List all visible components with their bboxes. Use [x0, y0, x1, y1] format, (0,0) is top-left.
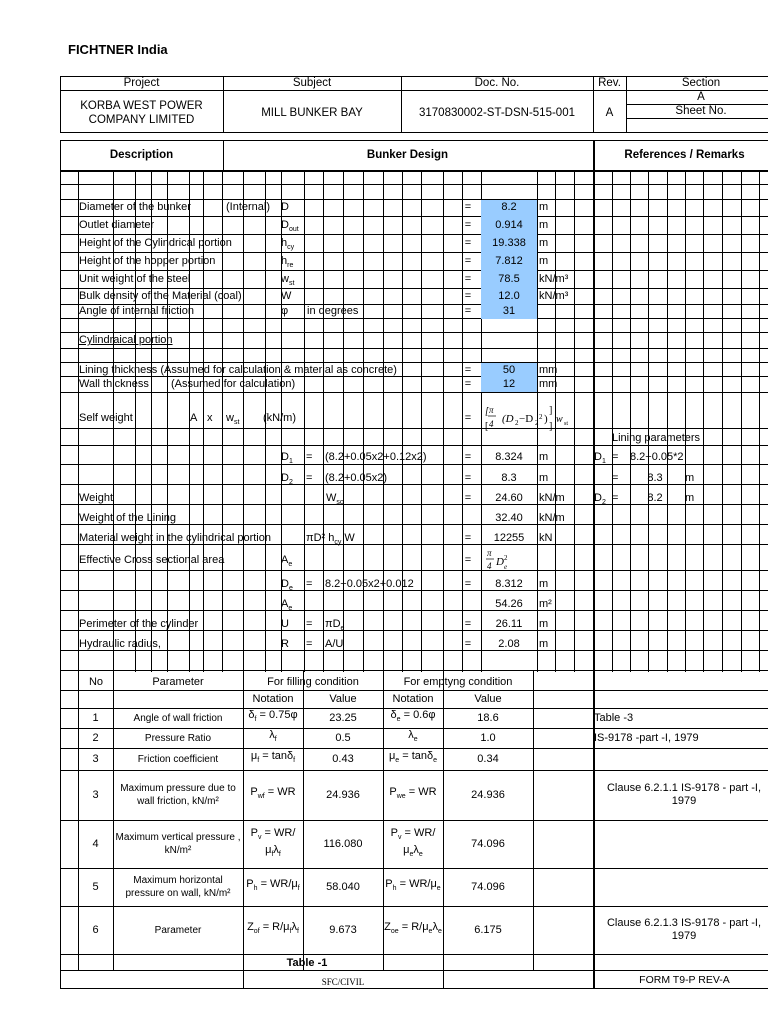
- input-label: Unit weight of the steel: [79, 273, 191, 285]
- grid-line: [630, 170, 631, 672]
- table-h-empty: For emptyng condition: [403, 676, 513, 688]
- grid-line: [648, 170, 649, 672]
- grid-line: [60, 140, 61, 988]
- remark-d1-sym: $D_1$: [594, 451, 606, 466]
- d2-sym: $D_2$: [281, 472, 293, 487]
- material-weight-unit: kN: [539, 532, 553, 544]
- eff-area-label: Effective Cross sectional area: [79, 554, 225, 566]
- svg-text:π: π: [487, 548, 492, 558]
- section-value: A: [697, 91, 705, 103]
- svg-text:): ): [544, 413, 548, 425]
- wall-value: 12: [502, 378, 516, 390]
- description-heading: Description: [109, 149, 174, 161]
- cylindrical-title: Cylindraical portion: [79, 334, 173, 346]
- weight-sym: $W_{sc}$: [326, 492, 344, 507]
- table-row-param: Angle of wall friction: [133, 712, 223, 724]
- table-row-param: Maximum pressure due to wall friction, kN/m²: [120, 783, 236, 807]
- grid-line: [383, 170, 384, 672]
- table-row-empty-notation: $P_h = WR/\mu_e$: [385, 878, 441, 893]
- table-row-empty-notation: $\mu_e = \tan\delta_e$: [388, 750, 438, 765]
- input-label: Height of the Cylindrical portion: [79, 237, 232, 249]
- d2-unit: m: [539, 472, 549, 484]
- table-row-no: 3: [92, 788, 99, 801]
- d1-expr: (8.2+0.05x2+0.12x2): [325, 451, 427, 463]
- references-heading: References / Remarks: [624, 149, 745, 161]
- input-eq: =: [464, 290, 472, 302]
- input-label: Angle of internal friction: [79, 305, 194, 317]
- eff-area-sym: $A_e$: [281, 554, 293, 569]
- input-eq: =: [464, 237, 472, 249]
- lining-params-title: Lining parameters: [612, 432, 701, 444]
- table-row-empty-notation: $\delta_e = 0.6\varphi$: [390, 709, 436, 724]
- remark-d2-eq: =: [612, 492, 619, 504]
- table-row-reference: Table -3: [594, 711, 634, 724]
- input-symbol: $w_{st}$: [281, 273, 295, 288]
- svg-text:π: π: [489, 405, 494, 415]
- weight-value: 24.60: [495, 492, 523, 504]
- table-row-empty-notation: $P_v = WR/\mu_e\lambda_e$: [390, 826, 436, 859]
- d1-value: 8.324: [495, 451, 523, 463]
- lining-label: Lining thickness (Assumed for calculation & material as concrete): [79, 364, 397, 376]
- grid-line: [60, 970, 768, 971]
- table-row-fill-value: 0.43: [332, 752, 354, 765]
- de-value: 8.312: [495, 578, 523, 590]
- table-h-no: No: [88, 676, 104, 688]
- company-name: FICHTNER India: [68, 42, 168, 57]
- table-row-empty-value: 18.6: [477, 711, 499, 724]
- remark-mid-value: 8.3: [647, 472, 663, 484]
- wall-eq: =: [464, 378, 472, 390]
- table-h-value-f: Value: [329, 693, 357, 705]
- input-eq: =: [464, 201, 472, 213]
- lining-unit: mm: [539, 364, 558, 376]
- input-symbol: D: [281, 201, 289, 213]
- table-row-param: Friction coefficient: [137, 753, 219, 765]
- grid-line: [60, 140, 768, 141]
- input-eq: =: [464, 219, 472, 231]
- selfweight-eq: =: [464, 412, 472, 424]
- table-row-fill-value: 23.25: [329, 711, 357, 724]
- svg-text:[: [: [485, 406, 489, 417]
- svg-text:w: w: [556, 414, 563, 425]
- input-symbol: φ: [281, 305, 289, 317]
- svg-text:]: ]: [549, 405, 553, 416]
- perimeter-eq1: =: [306, 618, 313, 630]
- table-row-fill-notation: $\delta_f = 0.75\varphi$: [248, 709, 298, 724]
- wall-label: Wall thickness: [79, 378, 149, 390]
- design-heading: Bunker Design: [366, 149, 449, 161]
- de-unit: m: [539, 578, 549, 590]
- grid-line: [685, 170, 686, 672]
- remark-mid-unit: m: [685, 472, 695, 484]
- de-eq: =: [464, 578, 472, 590]
- svg-text:e: e: [504, 563, 508, 571]
- input-symbol: $h_{re}$: [281, 255, 294, 270]
- table-row-empty-notation: $\lambda_e$: [408, 729, 418, 744]
- table-row-no: 4: [92, 837, 99, 850]
- material-weight-label: Material weight in the cylindrical portion: [79, 532, 271, 544]
- grid-line: [304, 170, 305, 672]
- svg-text:(D: (D: [502, 413, 514, 425]
- selfweight-label: Self weight: [79, 412, 133, 424]
- table-row-fill-value: 0.5: [335, 731, 351, 744]
- selfweight-formula: [481, 399, 591, 439]
- table-row-no: 3: [92, 752, 99, 765]
- input-eq: =: [464, 255, 472, 267]
- input-label: Bulk density of the Material (coal): [79, 290, 242, 302]
- grid-line: [60, 954, 768, 955]
- table-row-empty-value: 74.096: [471, 880, 505, 893]
- input-value: 8.2: [501, 201, 517, 213]
- rev-value: A: [605, 107, 614, 119]
- ae-unit: m²: [539, 598, 552, 610]
- svg-text:−D: −D: [519, 413, 534, 425]
- d2-expr: (8.2+0.05x2): [325, 472, 388, 484]
- svg-text:2: 2: [515, 419, 519, 427]
- rev-label: Rev.: [598, 77, 621, 89]
- eff-area-eq: =: [464, 554, 472, 566]
- input-label: Height of the hopper portion: [79, 255, 216, 267]
- weight-label: Weight: [79, 492, 114, 504]
- selfweight-a: A: [190, 412, 198, 424]
- de-eq1: =: [306, 578, 313, 590]
- material-weight-eq: =: [464, 532, 472, 544]
- table-row-reference: Clause 6.2.1.1 IS-9178 - part -I, 1979: [606, 782, 762, 807]
- weight-unit: kN/m: [539, 492, 565, 504]
- input-label: Outlet diameter: [79, 219, 155, 231]
- table-row-empty-notation: $P_{we}$ = WR: [389, 786, 437, 801]
- table-row-param: Maximum horizontal pressure on wall, kN/m²: [125, 875, 231, 899]
- footer-center: SFC/CIVIL: [321, 977, 365, 987]
- input-unit: m: [539, 255, 549, 267]
- input-note: in degrees: [307, 305, 359, 317]
- wall-unit: mm: [539, 378, 558, 390]
- table-row-param: Pressure Ratio: [144, 732, 212, 744]
- de-sym: $D_e$: [281, 578, 293, 593]
- lining-value: 50: [502, 364, 516, 376]
- lining-eq: =: [464, 364, 472, 376]
- table-row-empty-value: 0.34: [477, 752, 499, 765]
- grid-line: [612, 170, 613, 672]
- input-eq: =: [464, 273, 472, 285]
- hydraulic-unit: m: [539, 638, 549, 650]
- grid-line: [243, 170, 244, 672]
- hydraulic-value: 2.08: [498, 638, 520, 650]
- input-value: 7.812: [495, 255, 523, 267]
- ae-value: 54.26: [495, 598, 523, 610]
- weight-eq: =: [464, 492, 472, 504]
- eff-area-formula: [483, 546, 523, 576]
- table-row-param: Parameter: [154, 924, 202, 936]
- grid-line: [60, 670, 768, 671]
- svg-text:]: ]: [549, 421, 553, 432]
- svg-text:[: [: [485, 421, 489, 432]
- table-row-fill-value: 58.040: [326, 880, 360, 893]
- hydraulic-label: Hydraulic radius,: [79, 638, 161, 650]
- hydraulic-eq1: =: [306, 638, 313, 650]
- table-row-fill-notation: $P_{wf}$ = WR: [250, 786, 296, 801]
- table-row-no: 6: [92, 923, 99, 936]
- svg-text:st: st: [564, 421, 569, 427]
- remark-d1-eq: =: [612, 451, 619, 463]
- hydraulic-sym: R: [281, 638, 289, 650]
- wall-note: (Assumed for calculation): [171, 378, 296, 390]
- weight-lining-label: Weight of the Lining: [79, 512, 177, 524]
- input-unit: m: [539, 219, 549, 231]
- de-expr: 8.2+0.05x2+0.012: [325, 578, 414, 590]
- remark-d2-value: 8.2: [647, 492, 663, 504]
- grid-line: [343, 170, 344, 672]
- table-row-fill-notation: $P_h = WR/\mu_f$: [246, 878, 300, 893]
- d2-eq: =: [464, 472, 472, 484]
- project-name-line2: COMPANY LIMITED: [88, 114, 195, 126]
- grid-line: [443, 970, 444, 988]
- grid-line: [363, 170, 364, 672]
- grid-line: [722, 170, 723, 672]
- ae-sym: $A_e$: [281, 598, 293, 613]
- remark-d1-value: 8.2+0.05*2: [630, 451, 684, 463]
- table-row-fill-value: 116.080: [323, 837, 363, 850]
- remark-d2-unit: m: [685, 492, 695, 504]
- remark-d2-sym: $D_2$: [594, 492, 606, 507]
- input-value: 78.5: [498, 273, 520, 285]
- weight-lining-unit: kN/m: [539, 512, 565, 524]
- input-unit: m: [539, 201, 549, 213]
- table-row-fill-value: 9.673: [329, 923, 357, 936]
- table-row-fill-value: 24.936: [326, 788, 360, 801]
- input-extra: (Internal): [226, 201, 271, 213]
- grid-line: [323, 170, 324, 672]
- d2-value: 8.3: [501, 472, 517, 484]
- d2-eq1: =: [306, 472, 313, 484]
- input-label: Diameter of the bunker: [79, 201, 191, 213]
- table-row-fill-notation: $\lambda_f$: [269, 729, 277, 744]
- grid-line: [759, 170, 760, 672]
- table-row-no: 1: [92, 711, 99, 724]
- svg-text:2: 2: [535, 419, 539, 427]
- table-h-notation-f: Notation: [252, 693, 294, 705]
- input-unit: kN/m³: [539, 273, 569, 285]
- svg-text:4: 4: [489, 419, 494, 429]
- table-row-empty-value: 74.096: [471, 837, 505, 850]
- table-row-empty-value: 6.175: [474, 923, 502, 936]
- subject-value: MILL BUNKER BAY: [261, 107, 363, 119]
- table-caption: Table -1: [286, 957, 328, 969]
- input-symbol: $D_{out}$: [281, 219, 299, 234]
- table-row-reference: Clause 6.2.1.3 IS-9178 - part -I, 1979: [606, 917, 762, 942]
- project-label: Project: [123, 77, 160, 89]
- section-label: Section: [681, 77, 721, 89]
- d1-sym: $D_1$: [281, 451, 293, 466]
- perimeter-expr: $\pi D_e$: [325, 618, 345, 633]
- table-h-param: Parameter: [152, 676, 204, 688]
- material-weight-value: 12255: [493, 532, 525, 544]
- table-row-param: Maximum vertical pressure , kN/m²: [115, 832, 241, 856]
- project-name-line1: KORBA WEST POWER: [80, 100, 203, 112]
- table-row-reference: IS-9178 -part -I, 1979: [594, 731, 699, 744]
- weight-lining-value: 32.40: [495, 512, 523, 524]
- input-value: 12.0: [498, 290, 520, 302]
- grid-line: [113, 670, 114, 970]
- material-weight-expr: πD² $h_{cy}$ W: [306, 532, 355, 547]
- input-eq: =: [464, 305, 472, 317]
- subject-label: Subject: [292, 77, 332, 89]
- perimeter-label: Perimeter of the cylinder: [79, 618, 199, 630]
- grid-line: [421, 170, 422, 672]
- d1-unit: m: [539, 451, 549, 463]
- selfweight-w: $w_{st}$: [226, 412, 240, 427]
- table-row-no: 2: [92, 731, 99, 744]
- docno-label: Doc. No.: [474, 77, 520, 89]
- d1-eq: =: [464, 451, 472, 463]
- input-value: 19.338: [492, 237, 526, 249]
- table-row-empty-value: 24.936: [471, 788, 505, 801]
- table-row-no: 5: [92, 880, 99, 893]
- perimeter-value: 26.11: [495, 618, 523, 630]
- sheet-label: Sheet No.: [675, 105, 727, 117]
- svg-text:D: D: [496, 556, 504, 568]
- selfweight-unit: (kN/m): [263, 412, 296, 424]
- grid-line: [667, 170, 668, 672]
- grid-line: [60, 690, 768, 691]
- selfweight-x: x: [207, 412, 213, 424]
- docno-value: 3170830002-ST-DSN-515-001: [419, 107, 575, 119]
- svg-text:2: 2: [504, 554, 508, 562]
- table-row-fill-notation: $\mu_f = \tan\delta_f$: [250, 750, 296, 765]
- perimeter-sym: U: [281, 618, 289, 630]
- input-value: 31: [502, 305, 516, 317]
- d1-eq1: =: [306, 451, 313, 463]
- hydraulic-expr: A/U: [325, 638, 344, 650]
- grid-line: [703, 170, 704, 672]
- perimeter-unit: m: [539, 618, 549, 630]
- perimeter-eq: =: [464, 618, 472, 630]
- grid-line: [402, 170, 403, 672]
- remark-mid-eq: =: [612, 472, 619, 484]
- grid-line: [741, 170, 742, 672]
- footer-right: FORM T9-P REV-A: [639, 974, 730, 986]
- table-row-empty-value: 1.0: [480, 731, 496, 744]
- svg-text:4: 4: [487, 561, 492, 571]
- grid-line: [443, 170, 444, 672]
- grid-line: [533, 670, 534, 970]
- input-unit: m: [539, 237, 549, 249]
- input-unit: kN/m³: [539, 290, 569, 302]
- table-h-value-e: Value: [474, 693, 502, 705]
- input-symbol: W: [281, 290, 292, 302]
- table-row-empty-notation: $Z_{oe} = R/\mu_e\lambda_e$: [384, 921, 442, 936]
- table-row-fill-notation: $P_v = WR/\mu_f\lambda_f$: [250, 826, 296, 859]
- table-h-notation-e: Notation: [392, 693, 434, 705]
- table-h-fill: For filling condition: [267, 676, 359, 688]
- input-symbol: $h_{cy}$: [281, 237, 295, 252]
- table-row-fill-notation: $Z_{of} = R/\mu_f\lambda_f$: [247, 921, 299, 936]
- input-value: 0.914: [495, 219, 523, 231]
- svg-text:2: 2: [539, 413, 543, 421]
- hydraulic-eq: =: [464, 638, 472, 650]
